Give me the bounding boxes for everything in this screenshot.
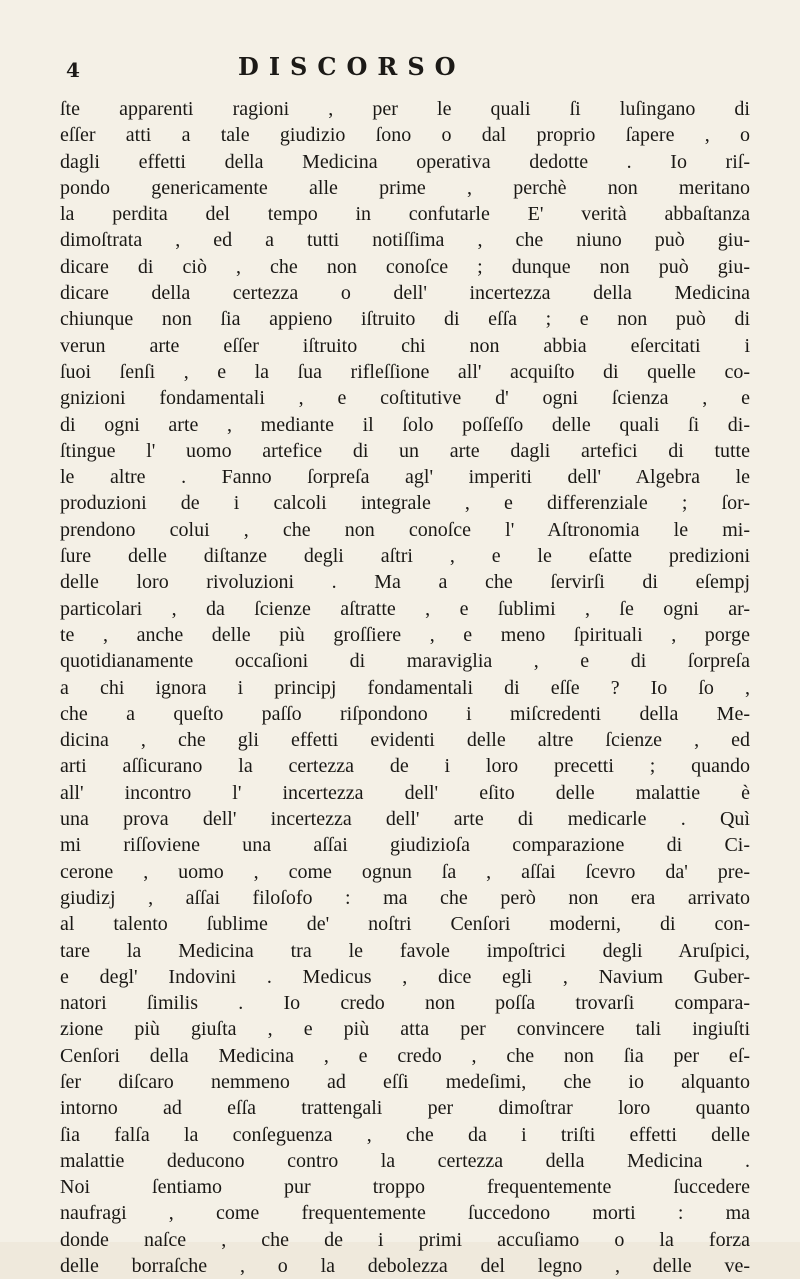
- text-line: delle borraſche , o la debolezza del legno , delle ve-: [60, 1255, 750, 1278]
- text-line: zione più giuſta , e più atta per convincere tali ingiuſti: [60, 1018, 750, 1041]
- text-line: delle loro rivoluzioni . Ma a che ſervirſi di eſempj: [60, 571, 750, 594]
- text-line: ſer diſcaro nemmeno ad eſſi medeſimi, che io alquanto: [60, 1070, 750, 1093]
- text-line: ſia falſa la conſeguenza , che da i triſti effetti delle: [60, 1123, 750, 1146]
- text-line: dagli effetti della Medicina operativa dedotte . Io riſ-: [60, 150, 750, 173]
- text-line: Cenſori della Medicina , e credo , che non ſia per eſ-: [60, 1044, 750, 1067]
- text-line: una prova dell' incertezza dell' arte di medicarle . Quì: [60, 808, 750, 831]
- text-line: arti aſſicurano la certezza de i loro precetti ; quando: [60, 755, 750, 778]
- text-line: particolari , da ſcienze aſtratte , e ſublimi , ſe ogni ar-: [60, 597, 750, 620]
- text-line: le altre . Fanno ſorpreſa agl' imperiti dell' Algebra le: [60, 466, 750, 489]
- page-number: 4: [66, 58, 80, 82]
- running-title: DISCORSO: [238, 52, 466, 81]
- text-line: a chi ignora i principj fondamentali di eſſe ? Io ſo ,: [60, 676, 750, 699]
- text-line: giudizj , aſſai filoſofo : ma che però non era arrivato: [60, 886, 750, 909]
- text-line: Noi ſentiamo pur troppo frequentemente ſuccedere: [60, 1176, 750, 1199]
- text-line: ſure delle diſtanze degli aſtri , e le eſatte predizioni: [60, 545, 750, 568]
- text-line: che a queſto paſſo riſpondono i miſcredenti della Me-: [60, 702, 750, 725]
- text-line: eſſer atti a tale giudizio ſono o dal proprio ſapere , o: [60, 124, 750, 147]
- text-line: prendono colui , che non conoſce l' Aſtronomia le mi-: [60, 518, 750, 541]
- text-line: dimoſtrata , ed a tutti notiſſima , che niuno può giu-: [60, 229, 750, 252]
- text-line: intorno ad eſſa trattengali per dimoſtrar loro quanto: [60, 1097, 750, 1120]
- text-line: la perdita del tempo in confutarle E' verità abbaſtanza: [60, 203, 750, 226]
- text-line: gnizioni fondamentali , e coſtitutive d' ogni ſcienza , e: [60, 387, 750, 410]
- body-text: [60, 96, 750, 1279]
- running-head: [66, 52, 666, 86]
- text-line: quotidianamente occaſioni di maraviglia , e di ſorpreſa: [60, 650, 750, 673]
- text-line: te , anche delle più groſſiere , e meno ſpirituali , porge: [60, 623, 750, 646]
- text-line: chiunque non ſia appieno iſtruito di eſſa ; e non può di: [60, 308, 750, 331]
- text-line: dicina , che gli effetti evidenti delle altre ſcienze , ed: [60, 729, 750, 752]
- text-line: all' incontro l' incertezza dell' eſito delle malattie è: [60, 781, 750, 804]
- text-line: tare la Medicina tra le favole impoſtrici degli Aruſpici,: [60, 939, 750, 962]
- text-line: verun arte eſſer iſtruito chi non abbia eſercitati i: [60, 334, 750, 357]
- text-line: natori ſimilis . Io credo non poſſa trovarſi compara-: [60, 992, 750, 1015]
- text-line: donde naſce , che de i primi accuſiamo o la forza: [60, 1228, 750, 1251]
- text-line: cerone , uomo , come ognun ſa , aſſai ſcevro da' pre-: [60, 860, 750, 883]
- text-line: e degl' Indovini . Medicus , dice egli , Navium Guber-: [60, 965, 750, 988]
- text-line: di ogni arte , mediante il ſolo poſſeſſo delle quali ſi di-: [60, 413, 750, 436]
- text-line: naufragi , come frequentemente ſuccedono morti : ma: [60, 1202, 750, 1225]
- text-line: dicare di ciò , che non conoſce ; dunque non può giu-: [60, 255, 750, 278]
- text-line: ſte apparenti ragioni , per le quali ſi luſingano di: [60, 98, 750, 120]
- text-line: mi riſſoviene una aſſai giudizioſa comparazione di Ci-: [60, 834, 750, 857]
- text-line: pondo genericamente alle prime , perchè non meritano: [60, 176, 750, 199]
- text-line: malattie deducono contro la certezza della Medicina .: [60, 1149, 750, 1172]
- text-line: al talento ſublime de' noſtri Cenſori moderni, di con-: [60, 913, 750, 936]
- text-line: dicare della certezza o dell' incertezza della Medicina: [60, 282, 750, 305]
- text-line: produzioni de i calcoli integrale , e differenziale ; ſor-: [60, 492, 750, 515]
- text-line: ſtingue l' uomo artefice di un arte dagli artefici di tutte: [60, 439, 750, 462]
- text-line: ſuoi ſenſi , e la ſua rifleſſione all' acquiſto di quelle co-: [60, 360, 750, 383]
